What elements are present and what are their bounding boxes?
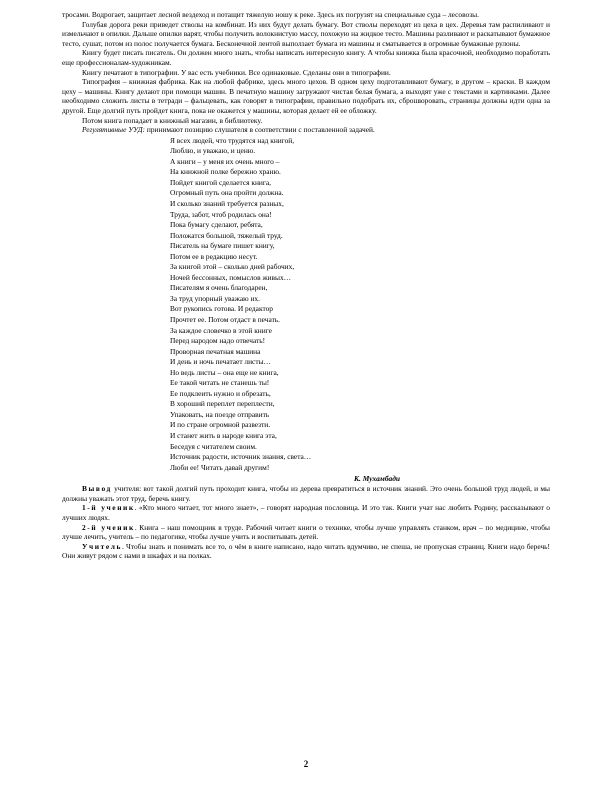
poem — [170, 136, 550, 474]
poem-line: За труд упорный уважаю их. — [170, 293, 260, 303]
poem-line: Огромный путь она пройти должна. — [170, 188, 284, 198]
regulative-note — [62, 125, 550, 135]
poem-author: К. Мухамбади — [354, 474, 400, 484]
page-number: 2 — [303, 759, 309, 769]
poem-line: Прочтет ее. Потом отдаст в печать. — [170, 315, 281, 325]
student-2-answer — [62, 523, 550, 542]
poem-line: Писатель на бумаге пишет книгу, — [170, 241, 275, 251]
student-1-answer — [62, 503, 550, 522]
poem-line: Вот рукопись готова. И редактор — [170, 304, 273, 314]
poem-line: Ее подклеить нужно и обрезать, — [170, 388, 271, 398]
student-1-label: 1-й ученик — [82, 503, 135, 513]
poem-line: Ночей бессонных, помыслов живых… — [170, 272, 292, 282]
poem-line: Пойдет книгой сделается книга, — [170, 177, 272, 187]
poem-line: Ее такой читать не станешь ты! — [170, 378, 270, 388]
regulative-label: Регулятивные УУД: — [82, 125, 146, 135]
poem-line: Писателям я очень благодарен, — [170, 283, 268, 293]
poem-line: И по стране огромной развезти. — [170, 420, 271, 430]
teacher-final-remark — [62, 542, 550, 561]
teacher-conclusion — [62, 484, 550, 503]
poem-line: За каждое словечко в этой книге — [170, 325, 272, 335]
poem-line: Люби ее! Читать давай другим! — [170, 462, 270, 472]
paragraph-continuation: тросами. Водрогает, защитает лесной вездеход и потащит тяжелую ношу к реке. Здесь их погрузят на специальные суда – лесовозы. — [62, 10, 479, 19]
paragraph-writer: Книгу будет писать писатель. Он должен много знать, чтобы написать интересную книгу. А чтобы книжка была красочной, необходимо поработать еще профессионалам-художникам. — [62, 48, 550, 67]
poem-line: И сколько знаний требуется разных, — [170, 199, 284, 208]
poem-line: Положатся большой, тяжелый труд. — [170, 230, 283, 240]
poem-line: Источник радости, источник знания, света… — [170, 452, 312, 462]
poem-line: Я всех людей, что трудятся над книгой, — [170, 135, 295, 145]
paragraph-paper-mill: Голубая дорога реки приведет стволы на комбинат. Из них будут делать бумагу. Вот стволы переходят из цеха в цех. Деревья там распиливают и измельчают в опилки. Дальше опилки варят, чтобы получить волокнистую массу, похожую на жидкое тесто. Машины разливают и раскатывают бумажное тесто, сушат, потом из полос получается бумага. Бесконечной лентой выползает бумага из машины и сматывается в огромные бумажные рулоны. — [62, 19, 550, 48]
poem-line: Перед народом надо отвечать! — [170, 336, 266, 346]
paragraph-typography: Типография – книжная фабрика. Как на любой фабрике, здесь много цехов. В одном цеху подготавливают бумагу, в другом – краски. В каждом цеху – машины. Книгу делают при помощи машин. В печатную машину загружают чистая белая бумага, а выходят уже с текстами и картинками. Далее необходимо сложить листы в тетради – фальцевать, как говорят в типографии, правильно подобрать их, сброшюровать, страницы должны идти одна за другой. Еще долгий путь пройдет книга, пока не окажется у машины, которая делает ей ее обложку. — [62, 77, 550, 115]
teacher-text: . Чтобы знать и понимать все то, о чём в книге написано, надо читать вдумчиво, не спеша, не пропуская страниц. Книги надо беречь! Они живут рядом с нами в шкафах и на полках. — [62, 541, 550, 561]
poem-line: В хороший переплет переплести, — [170, 399, 275, 409]
poem-line: За книгой этой – сколько дней рабочих, — [170, 262, 295, 272]
poem-line: И станет жить в народе книга эта, — [170, 431, 277, 441]
teacher-label: Учитель — [82, 541, 123, 551]
poem-line: На книжной полке бережно храню. — [170, 167, 281, 177]
poem-line: Проворная печатная машина — [170, 346, 261, 356]
poem-line: И день и ночь печатает листы… — [170, 357, 271, 367]
document-page — [62, 10, 550, 561]
student-2-label: 2-й ученик — [82, 522, 135, 532]
poem-line: Потом ее в редакцию несут. — [170, 251, 258, 261]
regulative-text: принимают позицию слушателя в соответствии с поставленной задачей. — [145, 125, 375, 135]
poem-line: Беседуя с читателем своим. — [170, 441, 257, 451]
student-2-text: . Книга – наш помощник в труде. Рабочий читает книги о технике, чтобы лучше управлять станком, врач – по медицине, чтобы лучше лечить, учитель – по педагогике, чтобы лучше учить и воспитывать детей. — [62, 522, 550, 542]
poem-line: Упаковать, на поезде отправить — [170, 409, 270, 419]
paragraph-printing-house: Книгу печатают в типографии. У вас есть учебники. Все одинаковые. Сделаны они в типографии. — [82, 67, 391, 77]
poem-line: Пока бумагу сделают, ребята, — [170, 220, 263, 230]
poem-line: Но ведь листы – она еще не книга, — [170, 367, 279, 377]
conclusion-label: Вывод — [82, 484, 112, 494]
poem-line: Труда, забот, чтоб родилась она! — [170, 209, 272, 219]
student-1-text: . «Кто много читает, тот много знает», – говорят народная пословица. И это так. Книги учат нас любить Родину, рассказывают о лучших людях. — [62, 503, 550, 522]
poem-line: Люблю, и уважаю, и ценю. — [170, 146, 256, 156]
conclusion-text: учителя: вот такой долгий путь проходит книга, чтобы из дерева превратиться в источник знаний. Это очень большой труд людей, и мы должны уважать этот труд, беречь книгу. — [62, 484, 550, 503]
paragraph-bookstore: Потом книга попадает в книжный магазин, в библиотеку. — [82, 115, 263, 125]
poem-line: А книги – у меня их очень много – — [170, 156, 280, 166]
